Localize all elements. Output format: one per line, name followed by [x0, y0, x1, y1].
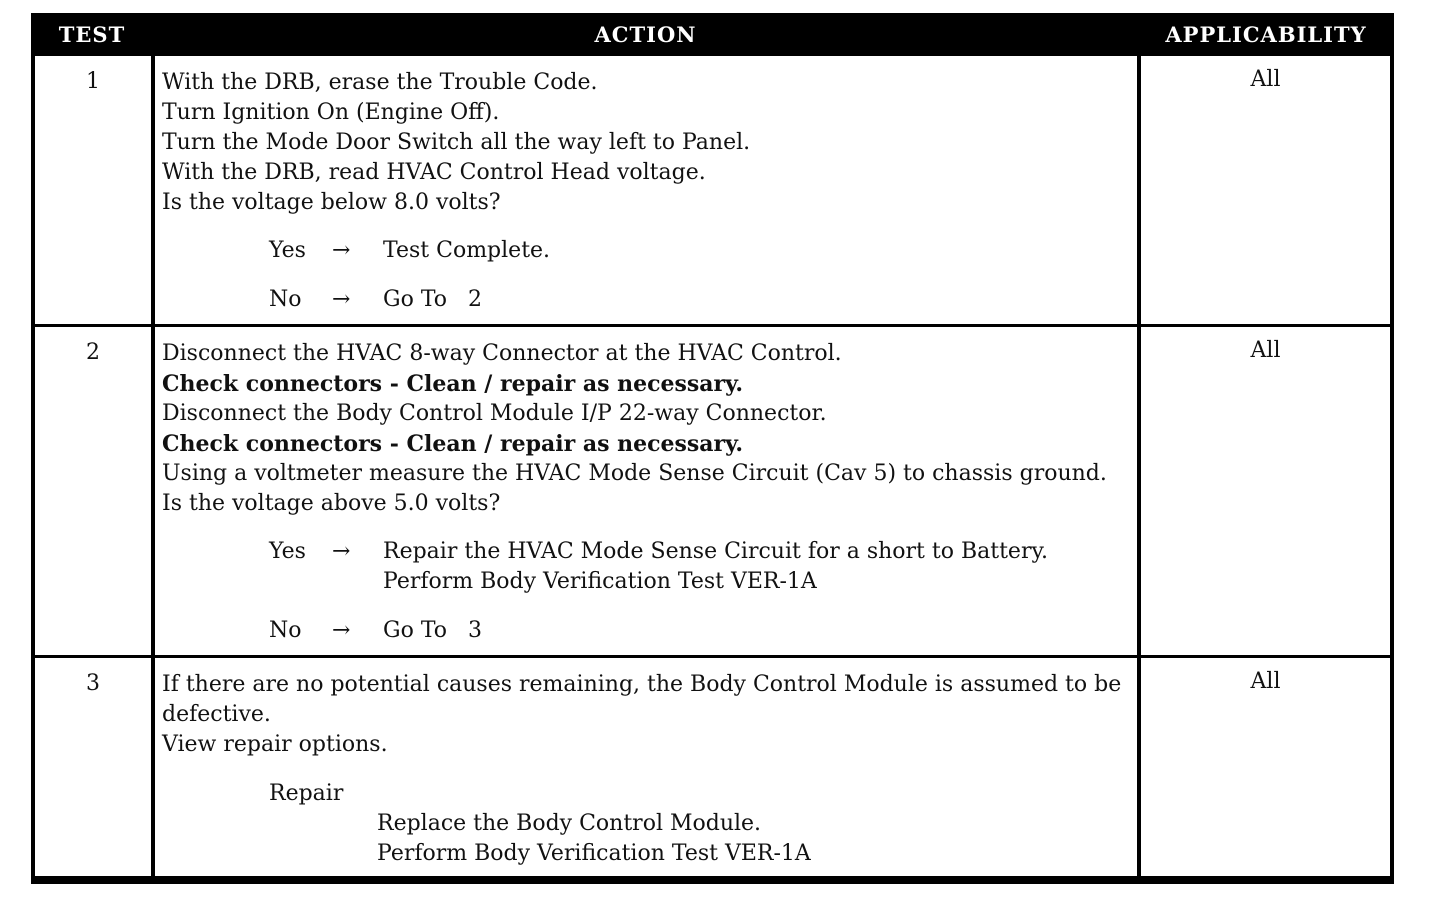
test-number-1: 1 [35, 56, 151, 324]
test-number-3: 3 [35, 658, 151, 876]
yes-result: Repair the HVAC Mode Sense Circuit for a short to Battery. Perform Body Verification Test VER-1A [383, 539, 1048, 594]
test-action-1 [155, 56, 1137, 324]
yes-label: Yes [269, 539, 306, 564]
no-label: No [269, 618, 302, 643]
action-line: Disconnect the Body Control Module I/P 22-way Connector. [162, 401, 827, 426]
test-number-2: 2 [35, 327, 151, 655]
test-action-2 [155, 327, 1137, 655]
arrow-icon: → [332, 539, 351, 564]
answer-options [162, 236, 1137, 315]
action-question: Is the voltage above 5.0 volts? [162, 491, 501, 516]
diagnostic-test-table [31, 13, 1394, 884]
arrow-icon: → [332, 238, 351, 263]
no-option [162, 616, 1137, 646]
action-line-bold: Check connectors - Clean / repair as necessary. [162, 371, 744, 397]
answer-options [162, 537, 1137, 646]
arrow-icon: → [332, 287, 351, 312]
action-line: Turn the Mode Door Switch all the way left to Panel. [162, 130, 751, 155]
action-line: With the DRB, read HVAC Control Head voltage. [162, 160, 706, 185]
yes-result: Test Complete. [383, 238, 551, 263]
applicability-1: All [1141, 56, 1390, 324]
yes-label: Yes [269, 238, 306, 263]
yes-option [162, 537, 1137, 597]
repair-step: Perform Body Verification Test VER-1A [377, 841, 811, 866]
action-line: defective. [162, 702, 271, 727]
action-line: With the DRB, erase the Trouble Code. [162, 70, 598, 95]
action-line: Turn Ignition On (Engine Off). [162, 100, 500, 125]
yes-option [162, 236, 1137, 266]
repair-options [162, 779, 1137, 869]
no-option [162, 285, 1137, 315]
column-header-test: TEST [58, 21, 126, 47]
action-line: If there are no potential causes remaining, the Body Control Module is assumed to be [162, 672, 1122, 697]
arrow-icon: → [332, 618, 351, 643]
no-result: Go To 3 [383, 618, 482, 643]
no-label: No [269, 287, 302, 312]
no-result: Go To 2 [383, 287, 482, 312]
column-header-applicability: APPLICABILITY [1165, 21, 1367, 47]
action-line-bold: Check connectors - Clean / repair as necessary. [162, 431, 744, 457]
applicability-2: All [1141, 327, 1390, 655]
repair-step: Replace the Body Control Module. [377, 811, 762, 836]
action-line: Disconnect the HVAC 8-way Connector at the HVAC Control. [162, 341, 842, 366]
action-line: View repair options. [162, 732, 388, 757]
action-line: Using a voltmeter measure the HVAC Mode Sense Circuit (Cav 5) to chassis ground. [162, 461, 1107, 486]
column-header-action: ACTION [594, 21, 697, 47]
repair-label: Repair [269, 781, 344, 806]
action-question: Is the voltage below 8.0 volts? [162, 190, 501, 215]
applicability-3: All [1141, 658, 1390, 876]
test-action-3 [155, 658, 1137, 876]
